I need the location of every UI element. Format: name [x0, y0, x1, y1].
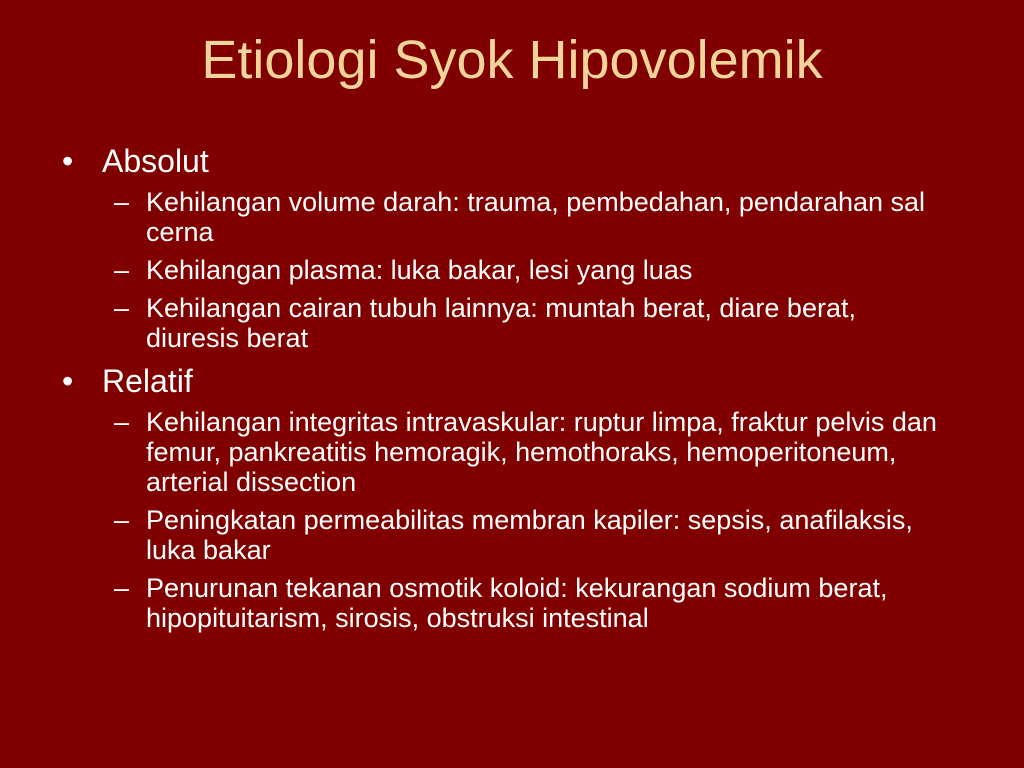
sub-item-text: Kehilangan integritas intravaskular: ruptur limpa, fraktur pelvis dan femur, pankreatitis hemoragik, hemothoraks, hemoperitoneum, arterial dissection — [146, 407, 937, 497]
sub-item — [62, 505, 946, 565]
sub-item-text: Penurunan tekanan osmotik koloid: kekurangan sodium berat, hipopituitarism, sirosis, obstruksi intestinal — [146, 573, 888, 633]
bullet-icon: • — [62, 143, 74, 179]
sub-item — [62, 255, 946, 285]
dash-icon: – — [114, 407, 130, 437]
bullet-icon: • — [62, 363, 74, 399]
sub-item — [62, 293, 946, 353]
dash-icon: – — [114, 187, 130, 217]
sub-item-text: Kehilangan volume darah: trauma, pembedahan, pendarahan sal cerna — [146, 187, 926, 247]
sub-item-text: Kehilangan cairan tubuh lainnya: muntah berat, diare berat, diuresis berat — [146, 293, 856, 353]
sub-item-text: Kehilangan plasma: luka bakar, lesi yang luas — [146, 255, 693, 285]
dash-icon: – — [114, 573, 130, 603]
dash-icon: – — [114, 293, 130, 323]
sub-item — [62, 187, 946, 247]
slide-content — [62, 143, 962, 633]
bullet-relatif — [62, 363, 962, 399]
dash-icon: – — [114, 505, 130, 535]
sub-item — [62, 573, 946, 633]
bullet-heading: Relatif — [102, 363, 193, 399]
bullet-absolut — [62, 143, 962, 179]
sub-item-text: Peningkatan permeabilitas membran kapiler: sepsis, anafilaksis, luka bakar — [146, 505, 913, 565]
dash-icon: – — [114, 255, 130, 285]
slide-title: Etiologi Syok Hipovolemik — [201, 30, 823, 90]
bullet-heading: Absolut — [102, 143, 209, 179]
sub-item — [62, 407, 946, 497]
